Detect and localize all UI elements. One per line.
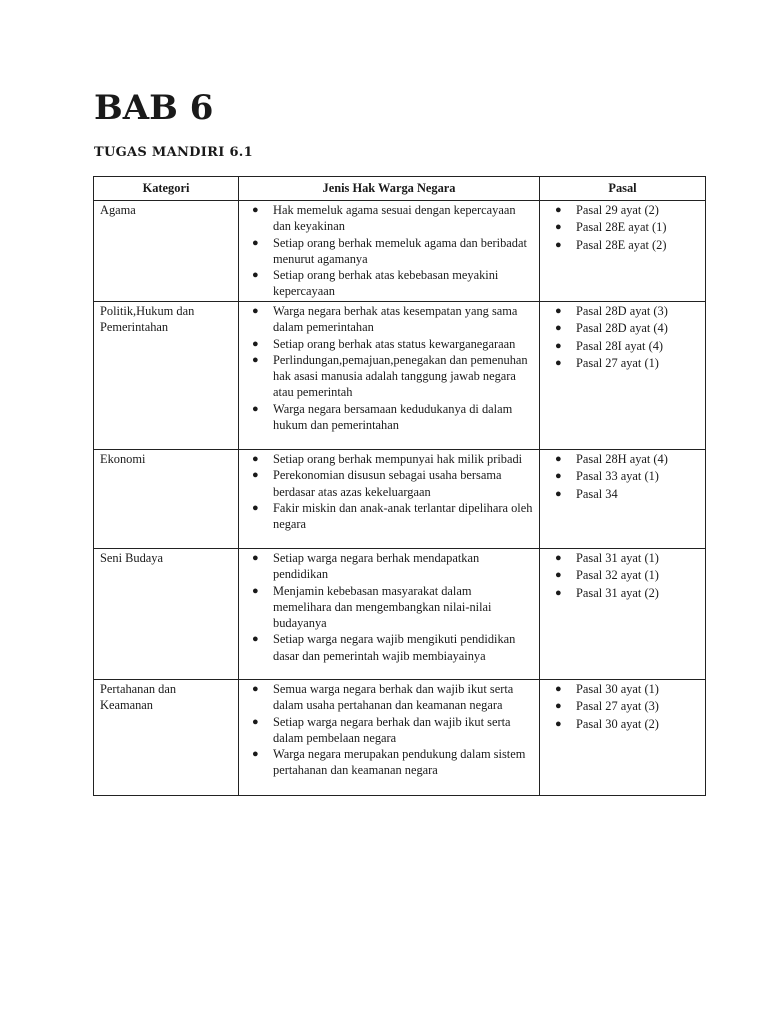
list-item: ● Setiap warga negara berhak mendapatkan pendidikan [252, 551, 480, 582]
list-item: ● Setiap orang berhak memeluk agama dan beribadat menurut agamanya [252, 235, 527, 266]
bullet-icon: ● [252, 748, 259, 761]
bullet-icon: ● [555, 470, 562, 483]
rights-list [239, 302, 539, 433]
list-item: ● Pasal 31 ayat (1) [576, 550, 699, 567]
pasal-list [540, 549, 705, 602]
list-item: ● Pasal 28D ayat (4) [576, 320, 699, 337]
bullet-icon: ● [555, 717, 562, 730]
list-item: ● Pasal 32 ayat (1) [576, 567, 699, 584]
pasal-cell [540, 549, 706, 680]
bullet-icon: ● [555, 221, 562, 234]
bullet-icon: ● [555, 357, 562, 370]
table-row [94, 201, 706, 302]
list-item: ● Setiap warga negara wajib mengikuti pendidikan dasar dan pemerintah wajib membiayainya [252, 632, 516, 663]
category-cell: Ekonomi [94, 450, 239, 549]
bullet-icon: ● [555, 453, 562, 465]
chapter-title: BAB 6 [94, 88, 214, 128]
bullet-icon: ● [555, 569, 562, 582]
bullet-icon: ● [252, 633, 259, 646]
list-item: ● Perekonomian disusun sebagai usaha bersama berdasar atas azas kekeluargaan [252, 468, 502, 499]
pasal-list [540, 201, 705, 254]
list-item: ● Pasal 30 ayat (1) [576, 681, 699, 698]
bullet-icon: ● [252, 337, 259, 350]
rights-cell [239, 680, 540, 796]
rights-cell [239, 302, 540, 450]
bullet-icon: ● [252, 204, 259, 216]
list-item: ● Pasal 27 ayat (3) [576, 698, 699, 715]
list-item: ● Setiap warga negara berhak dan wajib ikut serta dalam pembelaan negara [252, 714, 511, 745]
table-row [94, 450, 706, 549]
list-item: ● Pasal 28E ayat (1) [576, 219, 699, 236]
rights-list [239, 549, 539, 664]
rights-table [93, 176, 706, 796]
bullet-icon: ● [252, 469, 259, 482]
list-item: ● Pasal 27 ayat (1) [576, 355, 699, 372]
bullet-icon: ● [252, 552, 259, 564]
bullet-icon: ● [252, 305, 259, 317]
assignment-subtitle: TUGAS MANDIRI 6.1 [94, 145, 253, 160]
category-cell: Seni Budaya [94, 549, 239, 680]
list-item: ● Warga negara merupakan pendukung dalam sistem pertahanan dan keamanan negara [252, 747, 526, 778]
rights-cell [239, 450, 540, 549]
category-cell: Politik,Hukum dan Pemerintahan [94, 302, 239, 450]
rights-list [239, 201, 539, 300]
bullet-icon: ● [252, 236, 259, 249]
list-item: ● Setiap orang berhak mempunyai hak milik pribadi [252, 452, 523, 466]
list-item: ● Perlindungan,pemajuan,penegakan dan pemenuhan hak asasi manusia adalah tanggung jawab negara atau pemerintah [252, 352, 528, 400]
list-item: ● Fakir miskin dan anak-anak terlantar dipelihara oleh negara [252, 500, 533, 532]
pasal-cell [540, 680, 706, 796]
rights-list [239, 450, 539, 532]
pasal-list [540, 302, 705, 373]
pasal-cell [540, 201, 706, 302]
header-pasal: Pasal [540, 177, 706, 201]
category-cell: Pertahanan dan Keamanan [94, 680, 239, 796]
rights-cell [239, 201, 540, 302]
header-jenis-hak: Jenis Hak Warga Negara [239, 177, 540, 201]
bullet-icon: ● [555, 552, 562, 564]
list-item: ● Hak memeluk agama sesuai dengan kepercayaan dan keyakinan [252, 203, 516, 234]
bullet-icon: ● [555, 238, 562, 251]
pasal-list [540, 450, 705, 503]
pasal-list [540, 680, 705, 733]
bullet-icon: ● [252, 501, 259, 514]
bullet-icon: ● [252, 402, 259, 415]
rights-list [239, 680, 539, 779]
list-item: ● Pasal 34 [576, 486, 699, 503]
table-header-row [94, 177, 706, 201]
list-item: ● Pasal 31 ayat (2) [576, 585, 699, 602]
table-row [94, 680, 706, 796]
bullet-icon: ● [252, 584, 259, 597]
bullet-icon: ● [555, 683, 562, 695]
bullet-icon: ● [555, 305, 562, 317]
list-item: ● Semua warga negara berhak dan wajib ikut serta dalam usaha pertahanan dan keamanan negara [252, 682, 514, 713]
list-item: ● Pasal 33 ayat (1) [576, 468, 699, 485]
bullet-icon: ● [252, 269, 259, 282]
bullet-icon: ● [555, 700, 562, 713]
list-item: ● Pasal 29 ayat (2) [576, 202, 699, 219]
list-item: ● Setiap orang berhak atas kebebasan meyakini kepercayaan [252, 268, 499, 299]
category-cell: Agama [94, 201, 239, 302]
bullet-icon: ● [555, 322, 562, 335]
list-item: ● Pasal 28E ayat (2) [576, 237, 699, 254]
bullet-icon: ● [252, 683, 259, 695]
bullet-icon: ● [252, 715, 259, 728]
table-row [94, 302, 706, 450]
bullet-icon: ● [555, 487, 562, 500]
list-item: ● Warga negara berhak atas kesempatan yang sama dalam pemerintahan [252, 304, 518, 335]
list-item: ● Pasal 30 ayat (2) [576, 716, 699, 733]
bullet-icon: ● [555, 339, 562, 352]
list-item: ● Pasal 28I ayat (4) [576, 338, 699, 355]
rights-cell [239, 549, 540, 680]
list-item: ● Setiap orang berhak atas status kewarganegaraan [252, 336, 516, 351]
pasal-cell [540, 302, 706, 450]
bullet-icon: ● [555, 204, 562, 216]
bullet-icon: ● [252, 353, 259, 366]
list-item: ● Warga negara bersamaan kedudukanya di dalam hukum dan pemerintahan [252, 401, 513, 433]
list-item: ● Pasal 28D ayat (3) [576, 303, 699, 320]
list-item: ● Menjamin kebebasan masyarakat dalam memelihara dan mengembangkan nilai-nilai budayanya [252, 583, 492, 631]
table-row [94, 549, 706, 680]
bullet-icon: ● [555, 586, 562, 599]
header-kategori: Kategori [94, 177, 239, 201]
list-item: ● Pasal 28H ayat (4) [576, 451, 699, 468]
bullet-icon: ● [252, 453, 259, 465]
pasal-cell [540, 450, 706, 549]
